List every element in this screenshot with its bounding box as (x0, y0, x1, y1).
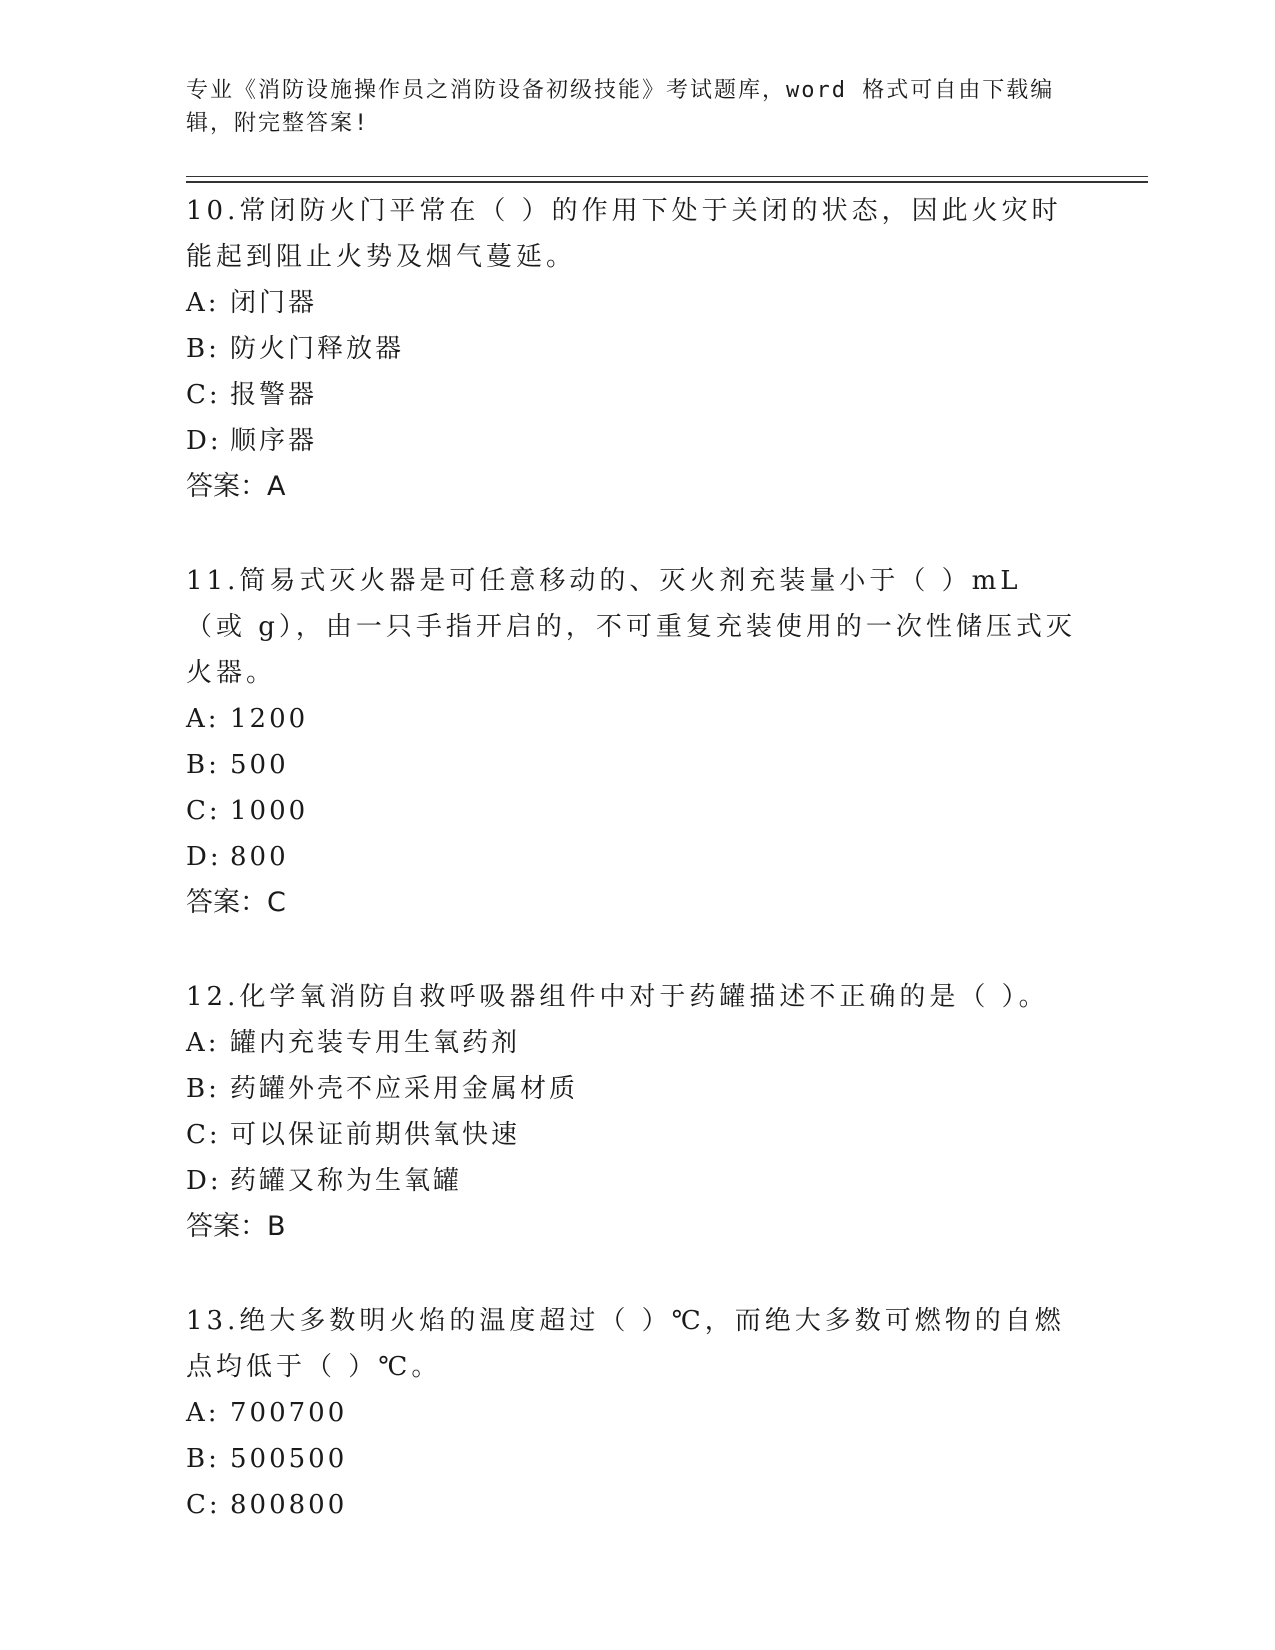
answer-line: 答案：A (186, 471, 286, 502)
option-c (186, 1482, 1076, 1528)
question-stem: 12.化学氧消防自救呼吸器组件中对于药罐描述不正确的是（ ）。 (186, 982, 1049, 1012)
option-b (186, 326, 1076, 372)
option-letter: D: (186, 1166, 222, 1196)
question-11 (186, 558, 1076, 926)
question-list (186, 188, 1076, 1576)
option-text: 1000 (230, 796, 309, 826)
option-letter: C: (186, 1120, 221, 1150)
option-letter: A: (186, 288, 220, 318)
option-letter: B: (186, 1074, 220, 1104)
option-text: 700700 (230, 1398, 348, 1428)
question-stem: 11.简易式灭火器是可任意移动的、灭火剂充装量小于（ ）mL（或 g），由一只手指开启的，不可重复充装使用的一次性储压式灭火器。 (186, 566, 1076, 688)
option-a (186, 1390, 1076, 1436)
option-letter: B: (186, 1444, 220, 1474)
option-letter: D: (186, 426, 222, 456)
header-divider-thin (186, 176, 1148, 177)
option-text: 500 (230, 750, 289, 780)
option-text: 1200 (230, 704, 309, 734)
option-b (186, 1066, 1076, 1112)
option-letter: A: (186, 1028, 220, 1058)
option-letter: A: (186, 704, 220, 734)
option-d (186, 1158, 1076, 1204)
option-a (186, 280, 1076, 326)
option-c (186, 1112, 1076, 1158)
option-d (186, 418, 1076, 464)
option-text: 药罐外壳不应采用金属材质 (230, 1074, 579, 1104)
option-text: 报警器 (230, 380, 318, 410)
option-letter: D: (186, 842, 222, 872)
option-text: 800800 (230, 1490, 348, 1520)
option-text: 闭门器 (230, 288, 318, 318)
question-13 (186, 1298, 1076, 1528)
answer-line: 答案：C (186, 887, 286, 918)
option-letter: B: (186, 750, 220, 780)
option-a (186, 1020, 1076, 1066)
option-text: 罐内充装专用生氧药剂 (230, 1028, 521, 1058)
option-text: 药罐又称为生氧罐 (230, 1166, 463, 1196)
option-text: 防火门释放器 (230, 334, 405, 364)
question-stem: 13.绝大多数明火焰的温度超过（ ）℃，而绝大多数可燃物的自燃点均低于（ ）℃。 (186, 1306, 1065, 1382)
option-letter: A: (186, 1398, 220, 1428)
option-letter: C: (186, 796, 221, 826)
option-c (186, 372, 1076, 418)
option-text: 可以保证前期供氧快速 (230, 1120, 521, 1150)
option-a (186, 696, 1076, 742)
option-c (186, 788, 1076, 834)
option-text: 500500 (230, 1444, 348, 1474)
option-letter: B: (186, 334, 220, 364)
option-b (186, 1436, 1076, 1482)
option-text: 800 (230, 842, 289, 872)
option-text: 顺序器 (230, 426, 318, 456)
question-stem: 10.常闭防火门平常在（ ）的作用下处于关闭的状态，因此火灾时能起到阻止火势及烟气蔓延。 (186, 196, 1062, 272)
question-10 (186, 188, 1076, 510)
answer-line: 答案：B (186, 1211, 286, 1242)
option-d (186, 834, 1076, 880)
question-12 (186, 974, 1076, 1250)
option-letter: C: (186, 380, 221, 410)
option-b (186, 742, 1076, 788)
header-divider-thick (186, 181, 1148, 183)
document-header: 专业《消防设施操作员之消防设备初级技能》考试题库，word 格式可自由下载编辑，附完整答案! (186, 78, 1055, 136)
option-letter: C: (186, 1490, 221, 1520)
